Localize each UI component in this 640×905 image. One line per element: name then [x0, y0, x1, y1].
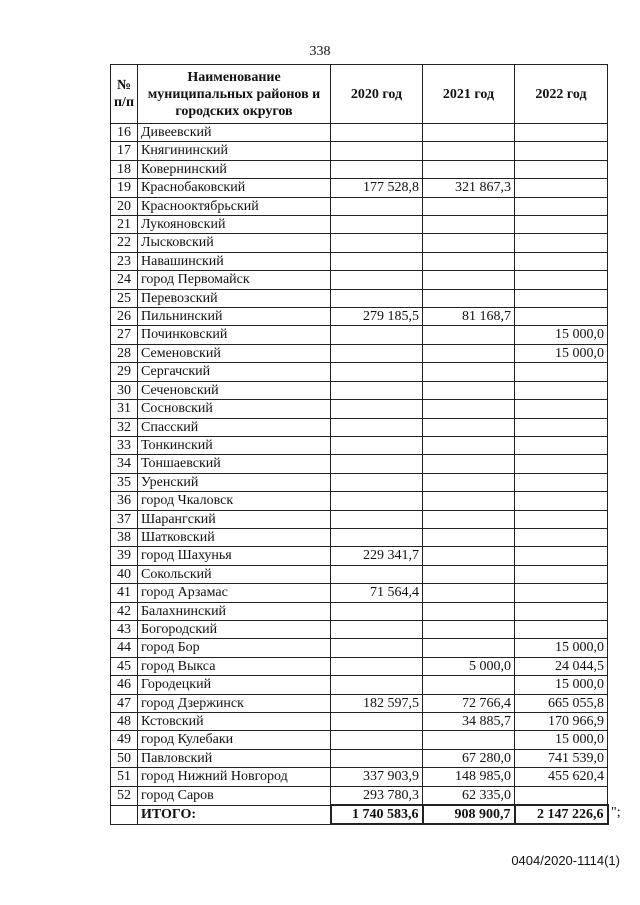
row-number: 25: [111, 289, 138, 307]
row-number: 22: [111, 234, 138, 252]
value-2021: 34 885,7: [423, 713, 515, 731]
municipality-name: Сокольский: [138, 565, 331, 583]
table-row: [111, 142, 608, 160]
value-2021: [423, 271, 515, 289]
municipality-name: Сергачский: [138, 363, 331, 381]
row-number: 19: [111, 179, 138, 197]
municipality-name: Тоншаевский: [138, 455, 331, 473]
value-2022: [515, 308, 608, 326]
value-2020: [331, 142, 423, 160]
table-row: [111, 326, 608, 344]
row-number: 50: [111, 749, 138, 767]
municipality-name: город Арзамас: [138, 584, 331, 602]
table-row: [111, 492, 608, 510]
row-number: 16: [111, 124, 138, 142]
row-number: 17: [111, 142, 138, 160]
table-row: [111, 528, 608, 546]
value-2022: [515, 160, 608, 178]
value-2020: [331, 252, 423, 270]
municipality-name: город Шахунья: [138, 547, 331, 565]
value-2022: [515, 124, 608, 142]
row-number: 30: [111, 381, 138, 399]
value-2020: 182 597,5: [331, 694, 423, 712]
row-number: 20: [111, 197, 138, 215]
table-row: [111, 620, 608, 638]
value-2020: 229 341,7: [331, 547, 423, 565]
value-2022: [515, 492, 608, 510]
value-2021: [423, 473, 515, 491]
table-row: [111, 694, 608, 712]
value-2021: [423, 160, 515, 178]
value-2021: [423, 639, 515, 657]
value-2022: 24 044,5: [515, 657, 608, 675]
value-2020: [331, 436, 423, 454]
row-number: 46: [111, 676, 138, 694]
municipality-name: Богородский: [138, 620, 331, 638]
municipality-name: Уренский: [138, 473, 331, 491]
row-number: 41: [111, 584, 138, 602]
value-2020: [331, 749, 423, 767]
value-2021: [423, 547, 515, 565]
value-2022: [515, 289, 608, 307]
row-number: 24: [111, 271, 138, 289]
table-row: [111, 252, 608, 270]
row-number: 40: [111, 565, 138, 583]
value-2020: [331, 657, 423, 675]
municipality-name: Лысковский: [138, 234, 331, 252]
table-row: [111, 547, 608, 565]
value-2022: 455 620,4: [515, 768, 608, 786]
value-2021: [423, 289, 515, 307]
header-2020: 2020 год: [331, 65, 423, 124]
header-name: Наименование муниципальных районов и городских округов: [138, 65, 331, 124]
total-num: [111, 805, 138, 824]
document-code: 0404/2020-1114(1): [511, 853, 620, 868]
table-row: [111, 455, 608, 473]
value-2020: [331, 676, 423, 694]
value-2020: 279 185,5: [331, 308, 423, 326]
table-row: [111, 731, 608, 749]
municipality-name: город Выкса: [138, 657, 331, 675]
value-2020: [331, 160, 423, 178]
municipality-name: Тонкинский: [138, 436, 331, 454]
value-2020: [331, 528, 423, 546]
value-2022: 15 000,0: [515, 326, 608, 344]
value-2021: [423, 142, 515, 160]
table-row: [111, 473, 608, 491]
table-row: [111, 713, 608, 731]
municipality-name: Лукояновский: [138, 216, 331, 234]
table-row: [111, 363, 608, 381]
value-2021: 321 867,3: [423, 179, 515, 197]
value-2022: [515, 565, 608, 583]
table-row: [111, 418, 608, 436]
row-number: 29: [111, 363, 138, 381]
row-number: 35: [111, 473, 138, 491]
row-number: 44: [111, 639, 138, 657]
total-2020: 1 740 583,6: [331, 805, 423, 824]
municipality-name: Дивеевский: [138, 124, 331, 142]
value-2021: [423, 620, 515, 638]
value-2020: [331, 124, 423, 142]
header-2022: 2022 год: [515, 65, 608, 124]
value-2021: 81 168,7: [423, 308, 515, 326]
row-number: 51: [111, 768, 138, 786]
row-number: 21: [111, 216, 138, 234]
table-header-row: [111, 65, 608, 124]
table-row: [111, 786, 608, 805]
row-number: 43: [111, 620, 138, 638]
value-2022: [515, 381, 608, 399]
value-2020: [331, 455, 423, 473]
table-row: [111, 344, 608, 362]
value-2021: 5 000,0: [423, 657, 515, 675]
row-number: 32: [111, 418, 138, 436]
value-2020: [331, 492, 423, 510]
total-row: [111, 805, 608, 824]
value-2021: [423, 676, 515, 694]
value-2020: [331, 473, 423, 491]
row-number: 31: [111, 400, 138, 418]
value-2022: [515, 197, 608, 215]
header-2021: 2021 год: [423, 65, 515, 124]
municipality-name: город Саров: [138, 786, 331, 805]
municipality-name: Семеновский: [138, 344, 331, 362]
table-row: [111, 234, 608, 252]
table-body: [111, 124, 608, 806]
table-row: [111, 565, 608, 583]
value-2020: [331, 216, 423, 234]
table-row: [111, 124, 608, 142]
table-row: [111, 602, 608, 620]
value-2022: [515, 179, 608, 197]
value-2021: [423, 455, 515, 473]
row-number: 18: [111, 160, 138, 178]
value-2020: [331, 400, 423, 418]
municipality-name: Навашинский: [138, 252, 331, 270]
value-2021: [423, 363, 515, 381]
value-2020: [331, 234, 423, 252]
municipality-name: Краснооктябрьский: [138, 197, 331, 215]
value-2021: 67 280,0: [423, 749, 515, 767]
value-2021: [423, 252, 515, 270]
value-2021: [423, 731, 515, 749]
municipality-name: Княгининский: [138, 142, 331, 160]
row-number: 36: [111, 492, 138, 510]
municipality-name: город Нижний Новгород: [138, 768, 331, 786]
value-2021: [423, 344, 515, 362]
municipality-name: Шарангский: [138, 510, 331, 528]
row-number: 33: [111, 436, 138, 454]
closing-quote-mark: ";: [611, 805, 621, 820]
value-2022: 15 000,0: [515, 639, 608, 657]
table-row: [111, 160, 608, 178]
value-2020: [331, 418, 423, 436]
municipality-name: Шатковский: [138, 528, 331, 546]
value-2021: [423, 400, 515, 418]
value-2022: 665 055,8: [515, 694, 608, 712]
municipality-name: Перевозский: [138, 289, 331, 307]
table-row: [111, 197, 608, 215]
row-number: 37: [111, 510, 138, 528]
value-2020: [331, 565, 423, 583]
table-row: [111, 381, 608, 399]
value-2022: [515, 142, 608, 160]
row-number: 23: [111, 252, 138, 270]
value-2021: [423, 197, 515, 215]
value-2020: 177 528,8: [331, 179, 423, 197]
value-2022: [515, 786, 608, 805]
municipality-name: город Бор: [138, 639, 331, 657]
row-number: 48: [111, 713, 138, 731]
value-2022: [515, 510, 608, 528]
value-2020: [331, 639, 423, 657]
value-2022: [515, 234, 608, 252]
municipality-name: Ковернинский: [138, 160, 331, 178]
value-2022: [515, 584, 608, 602]
value-2021: [423, 584, 515, 602]
value-2022: 15 000,0: [515, 344, 608, 362]
value-2020: [331, 289, 423, 307]
table-row: [111, 584, 608, 602]
municipality-name: Городецкий: [138, 676, 331, 694]
value-2022: [515, 252, 608, 270]
budget-table: [110, 64, 609, 825]
value-2021: [423, 492, 515, 510]
value-2022: 15 000,0: [515, 676, 608, 694]
municipality-name: Балахнинский: [138, 602, 331, 620]
municipality-name: город Чкаловск: [138, 492, 331, 510]
value-2021: [423, 528, 515, 546]
value-2022: [515, 418, 608, 436]
row-number: 38: [111, 528, 138, 546]
row-number: 39: [111, 547, 138, 565]
value-2020: [331, 620, 423, 638]
value-2021: 148 985,0: [423, 768, 515, 786]
value-2020: [331, 602, 423, 620]
municipality-name: Павловский: [138, 749, 331, 767]
municipality-name: Пильнинский: [138, 308, 331, 326]
table-row: [111, 510, 608, 528]
value-2022: [515, 473, 608, 491]
value-2021: [423, 510, 515, 528]
value-2022: [515, 216, 608, 234]
municipality-name: Спасский: [138, 418, 331, 436]
value-2022: [515, 547, 608, 565]
table-row: [111, 768, 608, 786]
value-2021: [423, 234, 515, 252]
value-2020: [331, 363, 423, 381]
value-2021: [423, 436, 515, 454]
row-number: 34: [111, 455, 138, 473]
value-2020: [331, 344, 423, 362]
value-2020: [331, 731, 423, 749]
value-2022: [515, 602, 608, 620]
value-2020: 293 780,3: [331, 786, 423, 805]
municipality-name: Кстовский: [138, 713, 331, 731]
value-2021: [423, 565, 515, 583]
value-2022: [515, 363, 608, 381]
row-number: 45: [111, 657, 138, 675]
municipality-name: город Первомайск: [138, 271, 331, 289]
table-row: [111, 436, 608, 454]
value-2021: [423, 418, 515, 436]
municipality-name: Сосновский: [138, 400, 331, 418]
table-row: [111, 179, 608, 197]
table-row: [111, 639, 608, 657]
value-2021: [423, 124, 515, 142]
value-2021: [423, 216, 515, 234]
table-row: [111, 657, 608, 675]
municipality-name: город Дзержинск: [138, 694, 331, 712]
value-2020: 337 903,9: [331, 768, 423, 786]
value-2022: [515, 271, 608, 289]
municipality-name: Краснобаковский: [138, 179, 331, 197]
row-number: 28: [111, 344, 138, 362]
value-2022: 741 539,0: [515, 749, 608, 767]
value-2022: [515, 620, 608, 638]
table-row: [111, 400, 608, 418]
value-2022: [515, 400, 608, 418]
value-2021: [423, 381, 515, 399]
table-row: [111, 676, 608, 694]
value-2022: [515, 455, 608, 473]
table-row: [111, 749, 608, 767]
row-number: 42: [111, 602, 138, 620]
municipality-name: город Кулебаки: [138, 731, 331, 749]
table-row: [111, 216, 608, 234]
municipality-name: Починковский: [138, 326, 331, 344]
value-2022: 15 000,0: [515, 731, 608, 749]
value-2020: 71 564,4: [331, 584, 423, 602]
value-2020: [331, 381, 423, 399]
value-2020: [331, 510, 423, 528]
value-2021: [423, 602, 515, 620]
value-2020: [331, 197, 423, 215]
value-2022: [515, 436, 608, 454]
municipality-name: Сеченовский: [138, 381, 331, 399]
value-2022: [515, 528, 608, 546]
value-2020: [331, 271, 423, 289]
value-2020: [331, 713, 423, 731]
value-2021: 62 335,0: [423, 786, 515, 805]
total-2021: 908 900,7: [423, 805, 515, 824]
value-2021: 72 766,4: [423, 694, 515, 712]
table-row: [111, 289, 608, 307]
table-row: [111, 271, 608, 289]
value-2021: [423, 326, 515, 344]
row-number: 26: [111, 308, 138, 326]
row-number: 27: [111, 326, 138, 344]
row-number: 49: [111, 731, 138, 749]
value-2022: 170 966,9: [515, 713, 608, 731]
value-2020: [331, 326, 423, 344]
row-number: 52: [111, 786, 138, 805]
total-2022: 2 147 226,6: [515, 805, 608, 824]
table-row: [111, 308, 608, 326]
row-number: 47: [111, 694, 138, 712]
page-number: 338: [309, 44, 331, 59]
total-label: ИТОГО:: [138, 805, 331, 824]
header-num: № п/п: [111, 65, 138, 124]
